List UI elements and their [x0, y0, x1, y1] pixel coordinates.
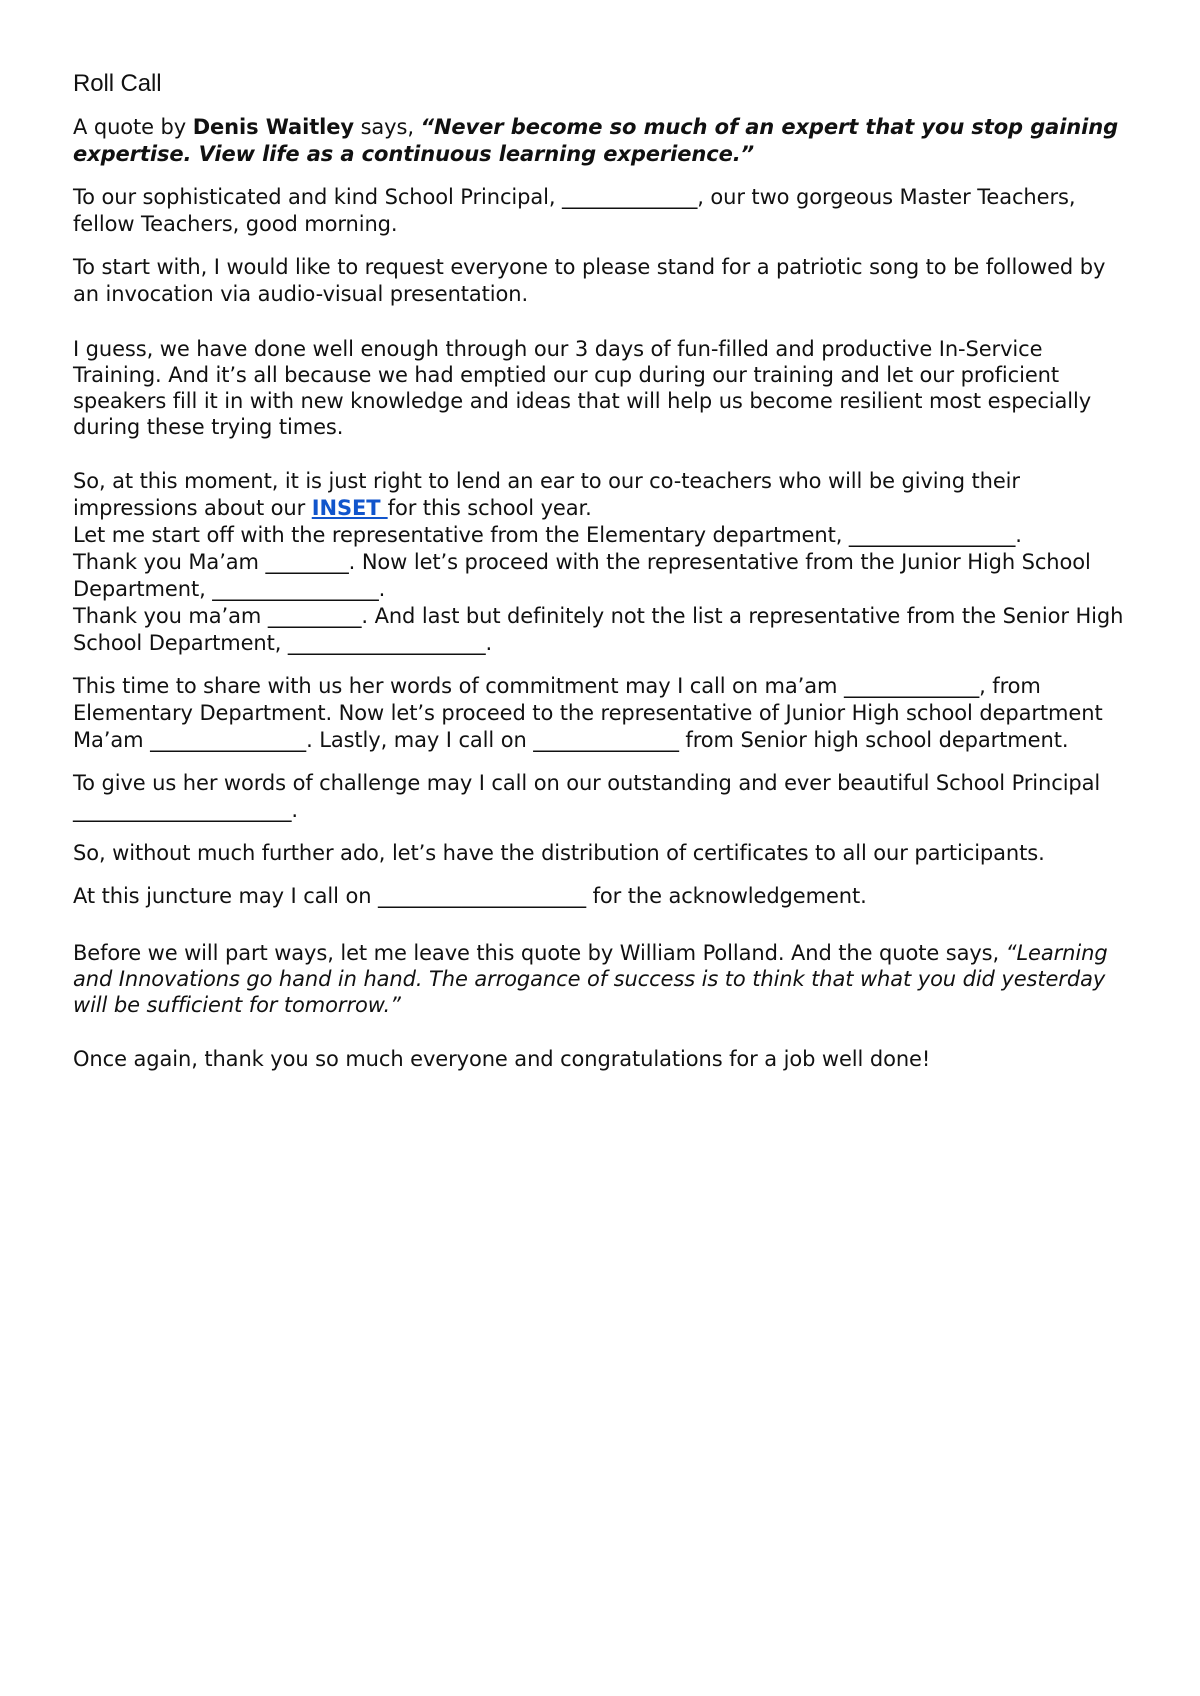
inset-link[interactable]: INSET: [311, 496, 388, 520]
closing-quote: “Learning and Innovations go hand in hand. The arrogance of success is to think that what you did yesterday will be sufficient for tomorrow.”: [73, 941, 1108, 1017]
document-title: Roll Call: [73, 70, 162, 97]
quote-says-text: says,: [354, 115, 421, 139]
opening-quote-paragraph: [73, 114, 1133, 168]
training-paragraph: I guess, we have done well enough through our 3 days of fun-filled and productive In-Service Training. And it’s all because we had emptied our cup during our training and let our proficient speakers fill it in with new knowledge and ideas that will help us become resilient most especially during these trying times.: [73, 337, 1092, 439]
opening-quote: “Never become so much of an expert that you stop gaining expertise. View life as a continuous learning experience.”: [73, 115, 1119, 166]
document-body: [73, 68, 1133, 1073]
elementary-representative-line: Let me start off with the representative from the Elementary department, ________________.: [73, 523, 1022, 547]
quote-intro-text: A quote by: [73, 115, 193, 139]
closing-quote-intro: Before we will part ways, let me leave this quote by William Polland. And the quote says,: [73, 941, 1006, 965]
invocation-paragraph: To start with, I would like to request everyone to please stand for a patriotic song to be followed by an invocation via audio-visual presentation.: [73, 255, 1106, 306]
junior-high-representative-line: Thank you Ma’am ________. Now let’s proceed with the representative from the Junior High School Department, ________________.: [73, 550, 1091, 601]
certificates-paragraph: So, without much further ado, let’s have the distribution of certificates to all our participants.: [73, 841, 1045, 865]
closing-quote-paragraph: [73, 940, 1133, 1018]
challenge-paragraph: To give us her words of challenge may I call on our outstanding and ever beautiful School Principal _____________________.: [73, 771, 1101, 822]
commitment-paragraph: This time to share with us her words of commitment may I call on ma’am _____________, from Elementary Department. Now let’s proceed to the representative of Junior High school department Ma’am _______________. Lastly, may I call on ______________ from Senior high school department.: [73, 674, 1103, 752]
senior-high-representative-line: Thank you ma’am _________. And last but definitely not the list a representative from the Senior High School Department, ___________________.: [73, 604, 1124, 655]
closing-paragraph: Once again, thank you so much everyone and congratulations for a job well done!: [73, 1047, 931, 1071]
impressions-text: So, at this moment, it is just right to lend an ear to our co-teachers who will be giving their impressions about our: [73, 469, 1020, 520]
acknowledgement-paragraph: At this juncture may I call on ____________________ for the acknowledgement.: [73, 884, 867, 908]
greeting-paragraph: To our sophisticated and kind School Principal, _____________, our two gorgeous Master Teachers, fellow Teachers, good morning.: [73, 185, 1076, 236]
impressions-paragraph: [73, 468, 1133, 522]
impressions-text-end: for this school year.: [387, 496, 592, 520]
quote-author: Denis Waitley: [192, 115, 354, 139]
